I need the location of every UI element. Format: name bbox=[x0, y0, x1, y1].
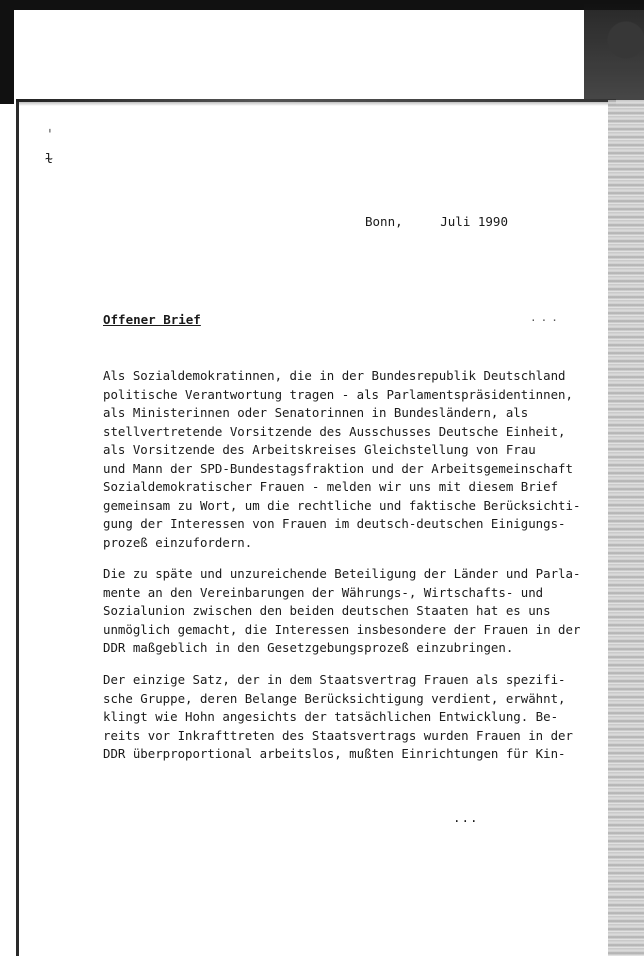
text-line: Als Sozialdemokratinnen, die in der Bundesrepublik Deutschland bbox=[103, 368, 566, 383]
paragraph-3 bbox=[103, 671, 583, 764]
page-top-shadow bbox=[16, 102, 616, 106]
scan-right-edge-noise bbox=[608, 100, 644, 956]
text-line: Sozialunion zwischen den beiden deutschen Staaten hat es uns bbox=[103, 603, 551, 618]
page-left-edge bbox=[16, 102, 19, 956]
text-line: DDR maßgeblich in den Gesetzgebungsprozeß einzubringen. bbox=[103, 640, 514, 655]
text-line: sche Gruppe, deren Belange Berücksichtigung verdient, erwähnt, bbox=[103, 690, 566, 706]
text-line: Der einzige Satz, der in dem Staatsvertrag Frauen als spezifi- bbox=[103, 672, 566, 687]
text-line: unmöglich gemacht, die Interessen insbesondere der Frauen in der bbox=[103, 621, 581, 637]
paragraph-1 bbox=[103, 367, 583, 552]
text-line: gemeinsam zu Wort, um die rechtliche und faktische Berücksichti- bbox=[103, 497, 581, 513]
text-line: als Vorsitzende des Arbeitskreises Gleichstellung von Frau bbox=[103, 442, 536, 457]
text-line: und Mann der SPD-Bundestagsfraktion und der Arbeitsgemeinschaft bbox=[103, 460, 573, 476]
margin-mark-dagger: ɫ bbox=[45, 152, 53, 167]
scan-speck-dots: ··· bbox=[530, 314, 562, 327]
paragraph-2 bbox=[103, 565, 583, 658]
continuation-dots: ... bbox=[453, 810, 479, 825]
text-line: mente an den Vereinbarungen der Währungs-, Wirtschafts- und bbox=[103, 584, 544, 600]
scan-corner-artifact bbox=[584, 0, 644, 100]
letter-heading: Offener Brief bbox=[103, 312, 201, 327]
text-line: klingt wie Hohn angesichts der tatsächlichen Entwicklung. Be- bbox=[103, 709, 559, 724]
place-date-line: Bonn, Juli 1990 bbox=[365, 214, 508, 229]
margin-mark-tick: ˈ bbox=[46, 128, 54, 143]
scan-top-border bbox=[0, 0, 644, 10]
scan-left-border bbox=[0, 0, 14, 104]
scan-top-margin bbox=[0, 0, 644, 104]
text-line: DDR überproportional arbeitslos, mußten Einrichtungen für Kin- bbox=[103, 746, 566, 761]
text-line: Sozialdemokratischer Frauen - melden wir uns mit diesem Brief bbox=[103, 479, 559, 494]
text-line: prozeß einzufordern. bbox=[103, 534, 253, 550]
text-line: als Ministerinnen oder Senatorinnen in Bundesländern, als bbox=[103, 405, 529, 420]
text-line: stellvertretende Vorsitzende des Ausschusses Deutsche Einheit, bbox=[103, 423, 566, 439]
text-line: Die zu späte und unzureichende Beteiligung der Länder und Parla- bbox=[103, 566, 581, 581]
text-line: reits vor Inkrafttreten des Staatsvertrags wurden Frauen in der bbox=[103, 727, 573, 743]
text-line: gung der Interessen von Frauen im deutsch-deutschen Einigungs- bbox=[103, 516, 566, 531]
text-line: politische Verantwortung tragen - als Parlamentspräsidentinnen, bbox=[103, 386, 573, 402]
